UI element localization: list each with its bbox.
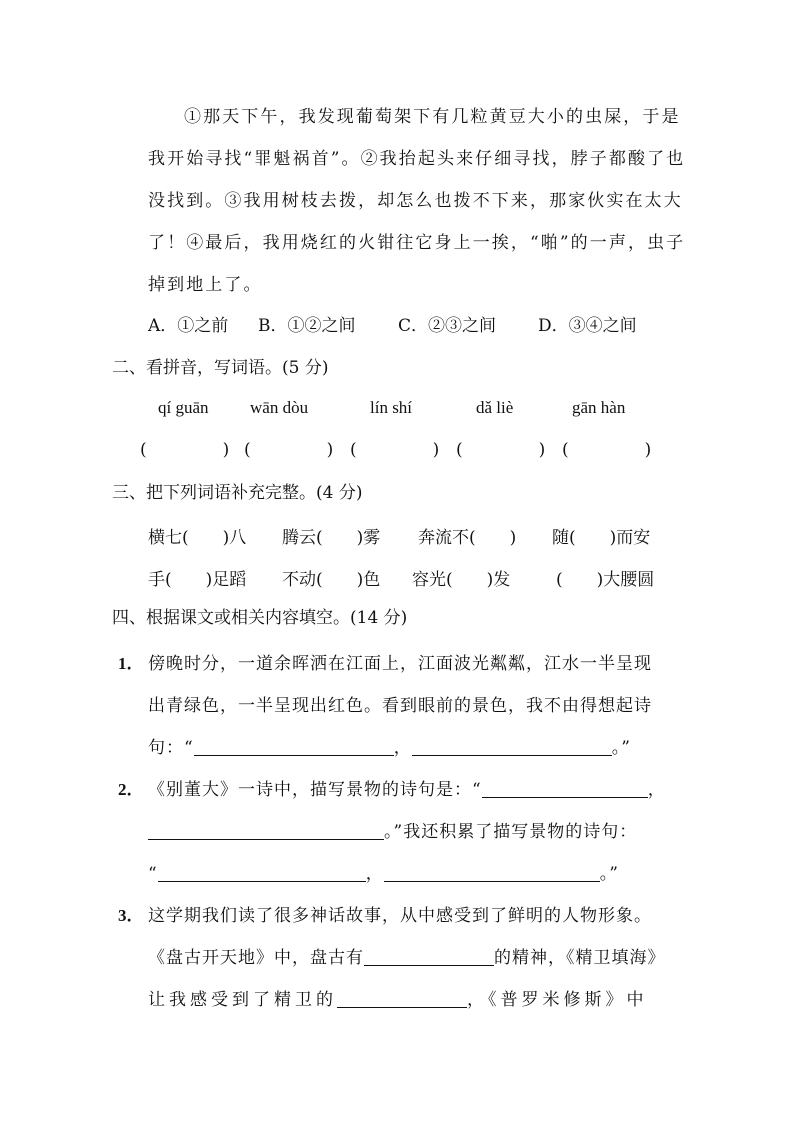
question-2-number: 2．	[118, 780, 144, 799]
answer-box-3[interactable]: ( )	[350, 440, 440, 460]
answer-options	[148, 315, 637, 337]
q2-blank-3[interactable]	[158, 863, 366, 882]
q2-line-1	[148, 775, 666, 800]
section-3-title: 三、把下列词语补充完整。(4 分)	[112, 483, 363, 503]
q1-comma: ，	[393, 738, 412, 758]
q3-line-1: 这学期我们读了很多神话故事，从中感受到了鲜明的人物形象。	[148, 906, 652, 926]
q3-blank-2[interactable]	[337, 989, 467, 1008]
passage-line-3: 没找到。③我用树枝去拨，却怎么也拨不下来，那家伙实在太大	[148, 191, 683, 211]
passage-line-5: 掉到地上了。	[148, 275, 263, 295]
passage-line-1: ①那天下午，我发现葡萄架下有几粒黄豆大小的虫屎，于是	[184, 107, 681, 127]
question-1-number: 1．	[118, 654, 144, 673]
q2-comma-2: ，	[365, 864, 384, 884]
answer-box-1[interactable]: ( )	[140, 440, 230, 460]
q2-blank-2[interactable]	[148, 821, 384, 840]
pinyin-3: lín shí	[370, 398, 413, 417]
idiom-2-4[interactable]: ( )大腰圆	[556, 570, 655, 590]
option-d[interactable]: D．③④之间	[538, 316, 637, 336]
option-a[interactable]: A．①之前	[148, 316, 229, 336]
q1-line-1: 傍晚时分，一道余晖洒在江面上，江面波光粼粼，江水一半呈现	[148, 654, 652, 674]
passage-line-4: 了！④最后，我用烧红的火钳往它身上一挨，“啪”的一声，虫子	[148, 233, 686, 253]
passage-line-2: 我开始寻找“罪魁祸首”。②我抬起头来仔细寻找，脖子都酸了也	[148, 149, 686, 169]
pinyin-5: gān hàn	[572, 398, 626, 417]
idiom-1-4[interactable]: 随( )而安	[552, 528, 651, 548]
q1-blank-1[interactable]	[194, 737, 394, 756]
idiom-1-3[interactable]: 奔流不( )	[418, 528, 517, 548]
section-2-title: 二、看拼音，写词语。(5 分)	[112, 358, 329, 378]
pinyin-4: dǎ liè	[476, 398, 514, 417]
idiom-2-3[interactable]: 容光( )发	[412, 570, 511, 590]
q2-close: 。”	[599, 864, 619, 884]
q3-blank-1[interactable]	[364, 947, 494, 966]
idiom-1-2[interactable]: 腾云( )雾	[282, 528, 381, 548]
q1-open-quote: 句：“	[148, 738, 194, 758]
q2-open-quote: “	[148, 864, 158, 884]
option-b[interactable]: B．①②之间	[258, 316, 356, 336]
pinyin-2: wān dòu	[250, 398, 309, 417]
q3-text-1: 《盘古开天地》中，盘古有	[148, 948, 364, 968]
q3-text-2: 的精神，《精卫填海》	[494, 948, 666, 968]
q2-text-2: 。”我还积累了描写景物的诗句：	[384, 822, 638, 842]
idiom-1-1[interactable]: 横七( )八	[148, 528, 247, 548]
answer-box-4[interactable]: ( )	[456, 440, 546, 460]
q1-line-2: 出青绿色，一半呈现出红色。看到眼前的景色，我不由得想起诗	[148, 696, 652, 716]
q1-close: 。”	[611, 738, 631, 758]
question-3-number: 3．	[118, 906, 144, 925]
pinyin-1: qí guān	[158, 398, 209, 417]
q3-text-3: 让我感受到了精卫的	[148, 990, 337, 1010]
q2-line-3	[148, 859, 619, 884]
q1-blank-2[interactable]	[412, 737, 612, 756]
q3-line-3	[148, 985, 648, 1010]
q3-text-4: ，《普罗米修斯》中	[467, 990, 648, 1010]
q3-line-2	[148, 943, 666, 968]
q2-text-1: 《别董大》一诗中，描写景物的诗句是：“	[148, 780, 482, 800]
answer-box-5[interactable]: ( )	[562, 440, 652, 460]
q2-blank-1[interactable]	[482, 779, 648, 798]
q2-blank-4[interactable]	[384, 863, 600, 882]
option-c[interactable]: C．②③之间	[398, 316, 497, 336]
idiom-2-1[interactable]: 手( )足蹈	[148, 570, 247, 590]
q2-line-2	[148, 817, 637, 842]
answer-box-2[interactable]: ( )	[244, 440, 334, 460]
idiom-2-2[interactable]: 不动( )色	[282, 570, 381, 590]
section-4-title: 四、根据课文或相关内容填空。(14 分)	[112, 608, 408, 628]
q2-comma-1: ，	[647, 780, 666, 800]
q1-line-3	[148, 733, 631, 758]
